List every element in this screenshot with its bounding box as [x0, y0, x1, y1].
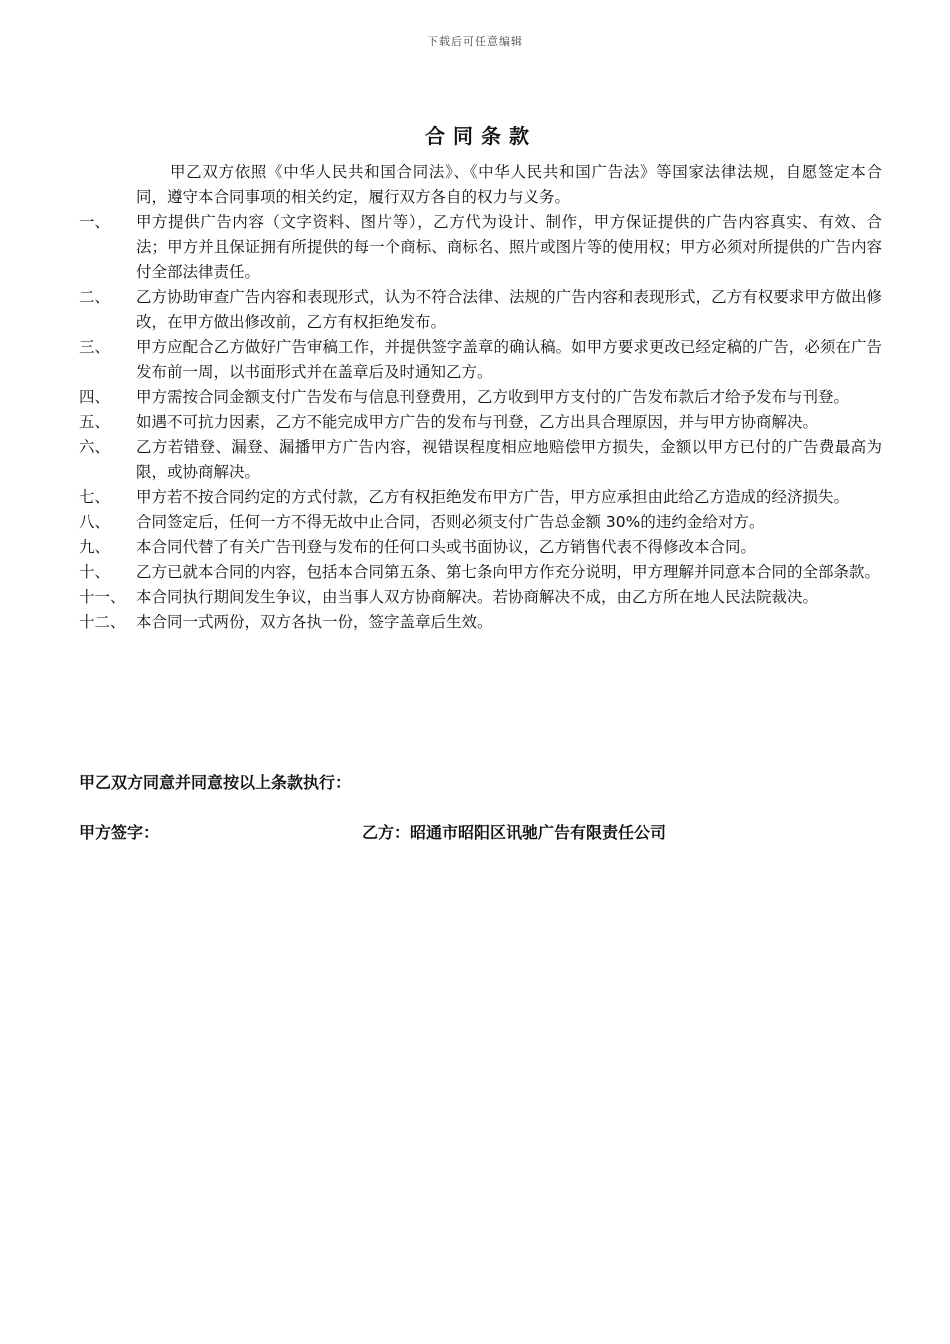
clause-item	[79, 385, 882, 410]
clause-number: 二、	[79, 288, 111, 306]
clause-item	[79, 560, 882, 585]
clause-text: 乙方协助审查广告内容和表现形式，认为不符合法律、法规的广告内容和表现形式，乙方有权要求甲方做出修改，在甲方做出修改前，乙方有权拒绝发布。	[136, 288, 882, 331]
clause-item	[79, 210, 882, 285]
clause-list	[79, 210, 882, 635]
clause-text: 本合同执行期间发生争议，由当事人双方协商解决。若协商解决不成，由乙方所在地人民法院裁决。	[136, 588, 819, 606]
clause-number: 三、	[79, 338, 111, 356]
clause-number: 五、	[79, 413, 111, 431]
clause-item	[79, 410, 882, 435]
clause-number: 十一、	[79, 588, 126, 606]
clause-number: 九、	[79, 538, 111, 556]
clause-text: 本合同代替了有关广告刊登与发布的任何口头或书面协议，乙方销售代表不得修改本合同。	[136, 538, 757, 556]
clause-text: 甲方需按合同金额支付广告发布与信息刊登费用，乙方收到甲方支付的广告发布款后才给予发布与刊登。	[136, 388, 850, 406]
clause-number: 七、	[79, 488, 111, 506]
clause-item	[79, 335, 882, 385]
clause-text: 本合同一式两份，双方各执一份，签字盖章后生效。	[136, 613, 493, 631]
clause-number: 六、	[79, 438, 111, 456]
header-note: 下载后可任意编辑	[427, 35, 523, 48]
clause-item	[79, 285, 882, 335]
document-title: 合同条款	[425, 124, 537, 148]
clause-text: 甲方应配合乙方做好广告审稿工作，并提供签字盖章的确认稿。如甲方要求更改已经定稿的广告，必须在广告发布前一周，以书面形式并在盖章后及时通知乙方。	[136, 338, 882, 381]
clause-item	[79, 610, 882, 635]
clause-text: 乙方已就本合同的内容，包括本合同第五条、第七条向甲方作充分说明，甲方理解并同意本合同的全部条款。	[136, 563, 881, 581]
clause-item	[79, 485, 882, 510]
clause-number: 一、	[79, 213, 111, 231]
clause-text: 乙方若错登、漏登、漏播甲方广告内容，视错误程度相应地赔偿甲方损失，金额以甲方已付的广告费最高为限，或协商解决。	[136, 438, 882, 481]
clause-text: 合同签定后，任何一方不得无故中止合同，否则必须支付广告总金额 30%的违约金给对方。	[136, 513, 765, 531]
clause-text: 甲方若不按合同约定的方式付款，乙方有权拒绝发布甲方广告，甲方应承担由此给乙方造成的经济损失。	[136, 488, 850, 506]
party-a-signature-label: 甲方签字：	[79, 823, 160, 842]
intro-paragraph: 甲乙双方依照《中华人民共和国合同法》、《中华人民共和国广告法》等国家法律法规，自愿签定本合同，遵守本合同事项的相关约定，履行双方各自的权力与义务。	[136, 163, 882, 206]
clause-item	[79, 435, 882, 485]
clause-number: 八、	[79, 513, 111, 531]
clause-item	[79, 585, 882, 610]
clause-number: 十二、	[79, 613, 126, 631]
clause-number: 四、	[79, 388, 111, 406]
clause-number: 十、	[79, 563, 111, 581]
party-b-company-label: 乙方：昭通市昭阳区讯驰广告有限责任公司	[362, 823, 667, 842]
clause-item	[79, 535, 882, 560]
clause-text: 甲方提供广告内容（文字资料、图片等），乙方代为设计、制作，甲方保证提供的广告内容真实、有效、合法；甲方并且保证拥有所提供的每一个商标、商标名、照片或图片等的使用权；甲方必须对所提供的广告内容付全部法律责任。	[136, 213, 882, 281]
clause-text: 如遇不可抗力因素，乙方不能完成甲方广告的发布与刊登，乙方出具合理原因，并与甲方协商解决。	[136, 413, 819, 431]
clause-item	[79, 510, 882, 535]
agreement-statement: 甲乙双方同意并同意按以上条款执行：	[79, 773, 352, 792]
